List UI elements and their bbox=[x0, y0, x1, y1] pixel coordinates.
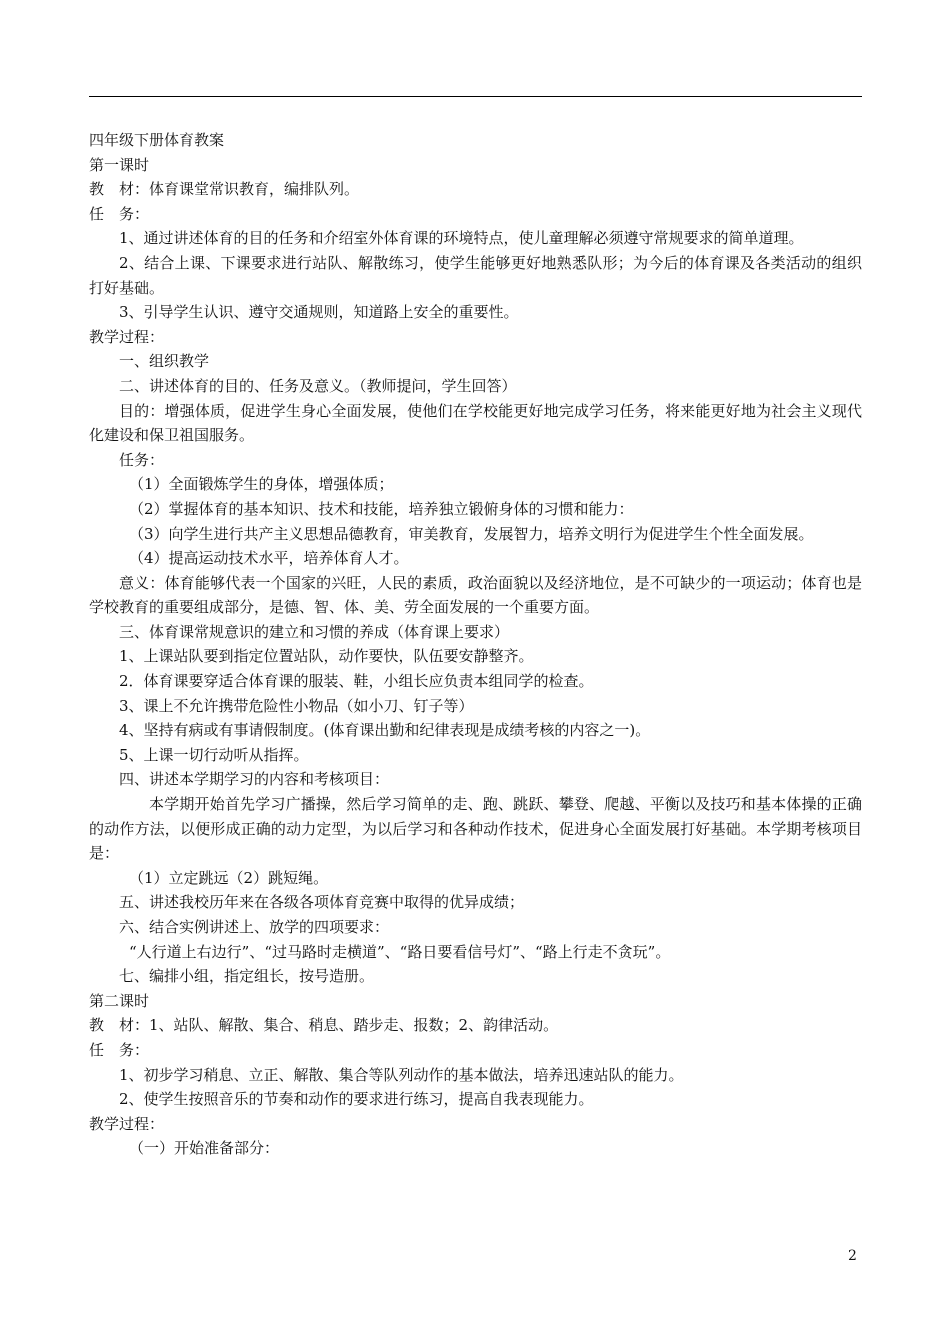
lesson-1-task: 1、通过讲述体育的目的任务和介绍室外体育课的环境特点，使儿童理解必须遵守常规要求的简单道理。 bbox=[119, 229, 804, 248]
lesson-1-heading: 第一课时 bbox=[89, 155, 150, 174]
lesson-1-task: 2、结合上课、下课要求进行站队、解散练习，使学生能够更好地熟悉队形；为今后的体育课及各类活动的组织打好基础。 bbox=[89, 253, 862, 297]
process-line: 目的：增强体质，促进学生身心全面发展，使他们在学校能更好地完成学习任务，将来能更好地为社会主义现代化建设和保卫祖国服务。 bbox=[89, 401, 862, 445]
process-line: 2．体育课要穿适合体育课的服装、鞋，小组长应负责本组同学的检查。 bbox=[119, 672, 594, 691]
process-line: 任务： bbox=[119, 450, 165, 469]
process-line: （2）掌握体育的基本知识、技术和技能，培养独立锻俯身体的习惯和能力： bbox=[129, 499, 634, 518]
doc-title: 四年级下册体育教案 bbox=[89, 131, 225, 149]
process-line: （4）提高运动技术水平，培养体育人才。 bbox=[129, 549, 409, 568]
process-line: 三、体育课常规意识的建立和习惯的养成（体育课上要求） bbox=[119, 622, 510, 641]
process-line: （3）向学生进行共产主义思想品德教育，审美教育，发展智力，培养文明行为促进学生个性全面发展。 bbox=[129, 524, 814, 543]
lesson-2-process-label: 教学过程： bbox=[89, 1114, 165, 1133]
process-line: （一）开始准备部分： bbox=[129, 1139, 280, 1158]
header-rule bbox=[89, 96, 862, 97]
process-line: 六、结合实例讲述上、放学的四项要求： bbox=[119, 918, 390, 936]
process-line: 3、课上不允许携带危险性小物品（如小刀、钉子等） bbox=[119, 696, 474, 715]
process-line: “人行道上右边行”、“过马路时走横道”、“路日要看信号灯”、“路上行走不贪玩”。 bbox=[129, 942, 671, 961]
page-number: 2 bbox=[848, 1248, 857, 1264]
document-body bbox=[89, 128, 862, 1161]
process-line: 五、讲述我校历年来在各级各项体育竞赛中取得的优异成绩； bbox=[119, 893, 525, 912]
lesson-1-task: 3、引导学生认识、遵守交通规则，知道路上安全的重要性。 bbox=[119, 303, 519, 322]
process-line: 意义：体育能够代表一个国家的兴旺，人民的素质，政治面貌以及经济地位，是不可缺少的一项运动；体育也是学校教育的重要组成部分，是德、智、体、美、劳全面发展的一个重要方面。 bbox=[89, 573, 862, 617]
process-line: 一、组织教学 bbox=[119, 352, 210, 371]
process-line: 四、讲述本学期学习的内容和考核项目： bbox=[119, 770, 390, 789]
process-line: 七、编排小组，指定组长，按号造册。 bbox=[119, 967, 375, 986]
lesson-2-task-label: 任 务： bbox=[89, 1040, 150, 1059]
process-line: 本学期开始首先学习广播操，然后学习简单的走、跑、跳跃、攀登、爬越、平衡以及技巧和基本体操的正确的动作方法，以便形成正确的动力定型，为以后学习和各种动作技术，促进身心全面发展打好基础。本学期考核项目是： bbox=[89, 795, 862, 863]
process-line: （1）立定跳远（2）跳短绳。 bbox=[129, 868, 329, 887]
lesson-2-material: 教 材：1、站队、解散、集合、稍息、踏步走、报数；2、韵律活动。 bbox=[89, 1016, 559, 1035]
lesson-1-process-label: 教学过程： bbox=[89, 327, 165, 346]
lesson-1-task-label: 任 务： bbox=[89, 204, 150, 223]
lesson-2-task: 2、使学生按照音乐的节奏和动作的要求进行练习，提高自我表现能力。 bbox=[119, 1090, 594, 1109]
lesson-2-heading: 第二课时 bbox=[89, 991, 150, 1010]
process-line: 二、讲述体育的目的、任务及意义。（教师提问，学生回答） bbox=[119, 376, 517, 395]
process-line: （1）全面锻炼学生的身体，增强体质； bbox=[129, 475, 394, 494]
lesson-2-task: 1、初步学习稍息、立正、解散、集合等队列动作的基本做法，培养迅速站队的能力。 bbox=[119, 1065, 684, 1084]
process-line: 1、上课站队要到指定位置站队，动作要快，队伍要安静整齐。 bbox=[119, 647, 534, 666]
process-line: 5、上课一切行动听从指挥。 bbox=[119, 745, 309, 764]
lesson-1-material: 教 材：体育课堂常识教育，编排队列。 bbox=[89, 180, 360, 199]
process-line: 4、坚持有病或有事请假制度。(体育课出勤和纪律表现是成绩考核的内容之一)。 bbox=[119, 721, 651, 740]
